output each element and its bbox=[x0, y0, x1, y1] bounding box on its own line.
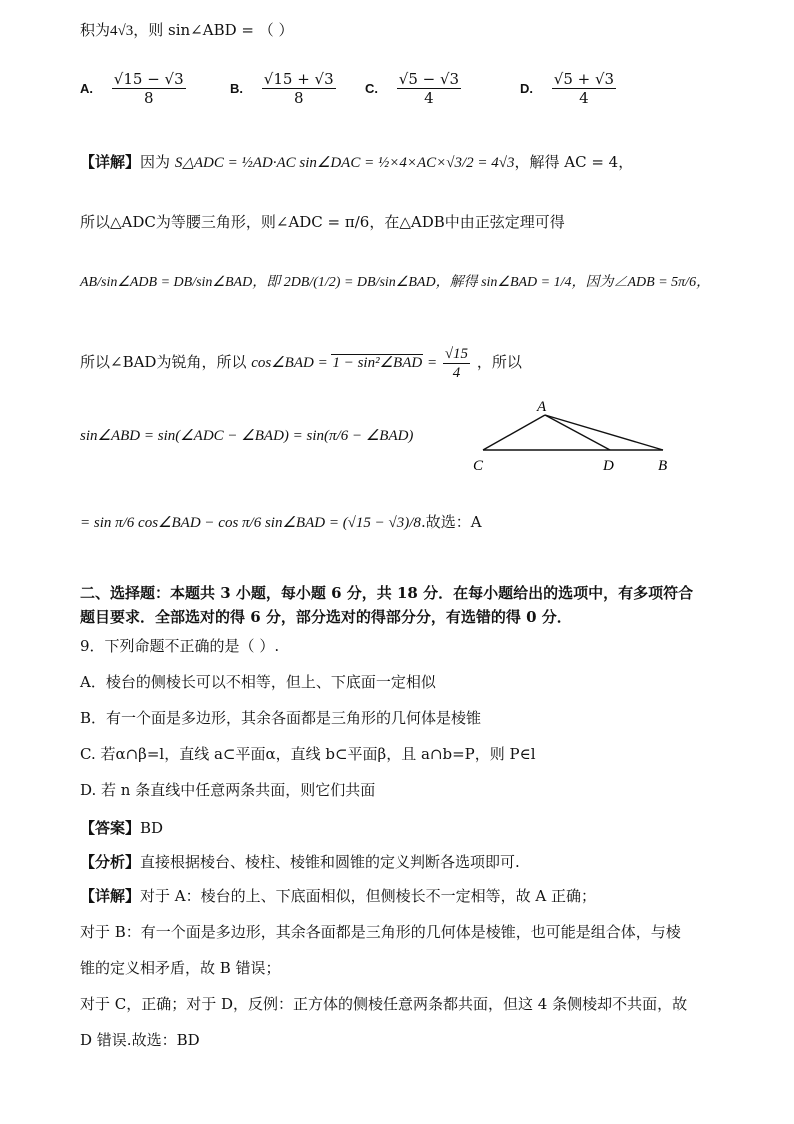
option-numerator: √15 − √3 bbox=[113, 70, 184, 88]
stem-suffix: ，则 sin∠ABD = （ ） bbox=[133, 21, 294, 39]
q9-option-a: A．棱台的侧棱长可以不相等，但上、下底面一定相似 bbox=[80, 673, 436, 691]
detail-text: .故选：A bbox=[420, 513, 482, 531]
vertex-d-label: D bbox=[603, 458, 614, 474]
detail-text: 因为 bbox=[140, 153, 171, 171]
option-denominator: 4 bbox=[424, 89, 434, 107]
q9-detail-5: D 错误.故选：BD bbox=[80, 1031, 200, 1049]
q9-detail-2: 对于 B：有一个面是多边形，其余各面都是三角形的几何体是棱锥，也可能是组合体，与棱 bbox=[80, 923, 681, 941]
q9-analysis bbox=[80, 852, 520, 872]
cos-formula: cos∠BAD = 1 − sin²∠BAD = $\frac{√15}{4}$ bbox=[251, 346, 469, 381]
detail-text: 对于 A：棱台的上、下底面相似，但侧棱长不一定相等，故 A 正确； bbox=[140, 887, 596, 905]
option-denominator: 8 bbox=[293, 89, 304, 107]
option-label: C. bbox=[365, 81, 378, 96]
q9-stem: 9．下列命题不正确的是（ ）. bbox=[80, 637, 280, 655]
option-numerator: √15 + √3 bbox=[263, 70, 334, 88]
option-numerator: √5 − √3 bbox=[398, 70, 460, 88]
sin-abd-formula: sin∠ABD = sin(∠ADC − ∠BAD) = sin(π/6 − ∠BAD) bbox=[80, 428, 414, 444]
option-label: B. bbox=[230, 81, 243, 96]
answer-tag: 【答案】 bbox=[80, 819, 141, 837]
answer-value: BD bbox=[140, 819, 164, 837]
final-formula: = sin π/6 cos∠BAD − cos π/6 sin∠BAD = (√15 − √3)/8 bbox=[80, 515, 421, 531]
detail8-line6 bbox=[80, 512, 482, 533]
vertex-b-label: B bbox=[658, 458, 668, 474]
edge-ab bbox=[545, 415, 663, 450]
option-b bbox=[230, 70, 338, 107]
option-d bbox=[520, 70, 618, 107]
q8-stem bbox=[80, 20, 294, 41]
option-a bbox=[80, 70, 188, 107]
q9-detail-3: 锥的定义相矛盾，故 B 错误； bbox=[80, 959, 281, 977]
stem-area: 4√3 bbox=[110, 23, 134, 39]
triangle-figure bbox=[465, 395, 685, 480]
detail8-line5 bbox=[80, 425, 413, 446]
detail-tag: 【详解】 bbox=[80, 887, 141, 905]
option-denominator: 8 bbox=[143, 89, 154, 107]
area-formula: S△ADC = ½AD·AC sin∠DAC = ½×4×AC×√3/2 = 4√3 bbox=[174, 155, 515, 171]
q9-answer bbox=[80, 818, 163, 838]
section2-line1: 二、选择题：本题共 3 小题，每小题 6 分，共 18 分．在每小题给出的选项中，有多项符合 bbox=[80, 584, 694, 602]
detail8-line2 bbox=[80, 212, 565, 232]
option-numerator: √5 + √3 bbox=[553, 70, 615, 88]
detail8-line1 bbox=[80, 152, 633, 173]
option-label: A. bbox=[80, 81, 93, 96]
vertex-c-label: C bbox=[473, 458, 484, 474]
edge-ca bbox=[483, 415, 545, 450]
option-c bbox=[365, 70, 463, 107]
detail-text: 所以△ADC为等腰三角形，则∠ADC = π/6，在△ADB中由正弦定理可得 bbox=[80, 213, 565, 231]
detail8-line4 bbox=[80, 345, 522, 382]
q9-detail-4: 对于 C，正确；对于 D，反例：正方体的侧棱任意两条都共面，但这 4 条侧棱却不共面，故 bbox=[80, 995, 688, 1013]
section2-line2: 题目要求．全部选对的得 6 分，部分选对的得部分分，有选错的得 0 分． bbox=[80, 608, 572, 626]
q9-option-d: D. 若 n 条直线中任意两条共面，则它们共面 bbox=[80, 781, 376, 799]
q9-detail-1 bbox=[80, 886, 596, 906]
stem-prefix: 积为 bbox=[80, 21, 111, 39]
analysis-tag: 【分析】 bbox=[80, 853, 141, 871]
detail-tag: 【详解】 bbox=[80, 153, 141, 171]
detail-text: ，所以 bbox=[476, 352, 522, 371]
q9-option-c: C. 若α∩β=l，直线 a⊂平面α，直线 b⊂平面β，且 a∩b=P，则 P∈l bbox=[80, 745, 536, 763]
detail8-line3 bbox=[80, 272, 710, 293]
option-denominator: 4 bbox=[579, 89, 589, 107]
q9-option-b: B．有一个面是多边形，其余各面都是三角形的几何体是棱锥 bbox=[80, 709, 482, 727]
detail-text: ，解得 AC = 4， bbox=[514, 153, 634, 171]
option-label: D. bbox=[520, 81, 533, 96]
analysis-text: 直接根据棱台、棱柱、棱锥和圆锥的定义判断各选项即可. bbox=[140, 853, 520, 871]
detail-text: 所以∠BAD为锐角，所以 bbox=[80, 352, 247, 371]
sine-law-formula: AB/sin∠ADB = DB/sin∠BAD，即 2DB/(1/2) = DB/sin∠BAD，解得 sin∠BAD = 1/4，因为∠ADB = 5π/6， bbox=[80, 275, 711, 290]
vertex-a-label: A bbox=[537, 399, 547, 415]
edge-ad bbox=[545, 415, 610, 450]
